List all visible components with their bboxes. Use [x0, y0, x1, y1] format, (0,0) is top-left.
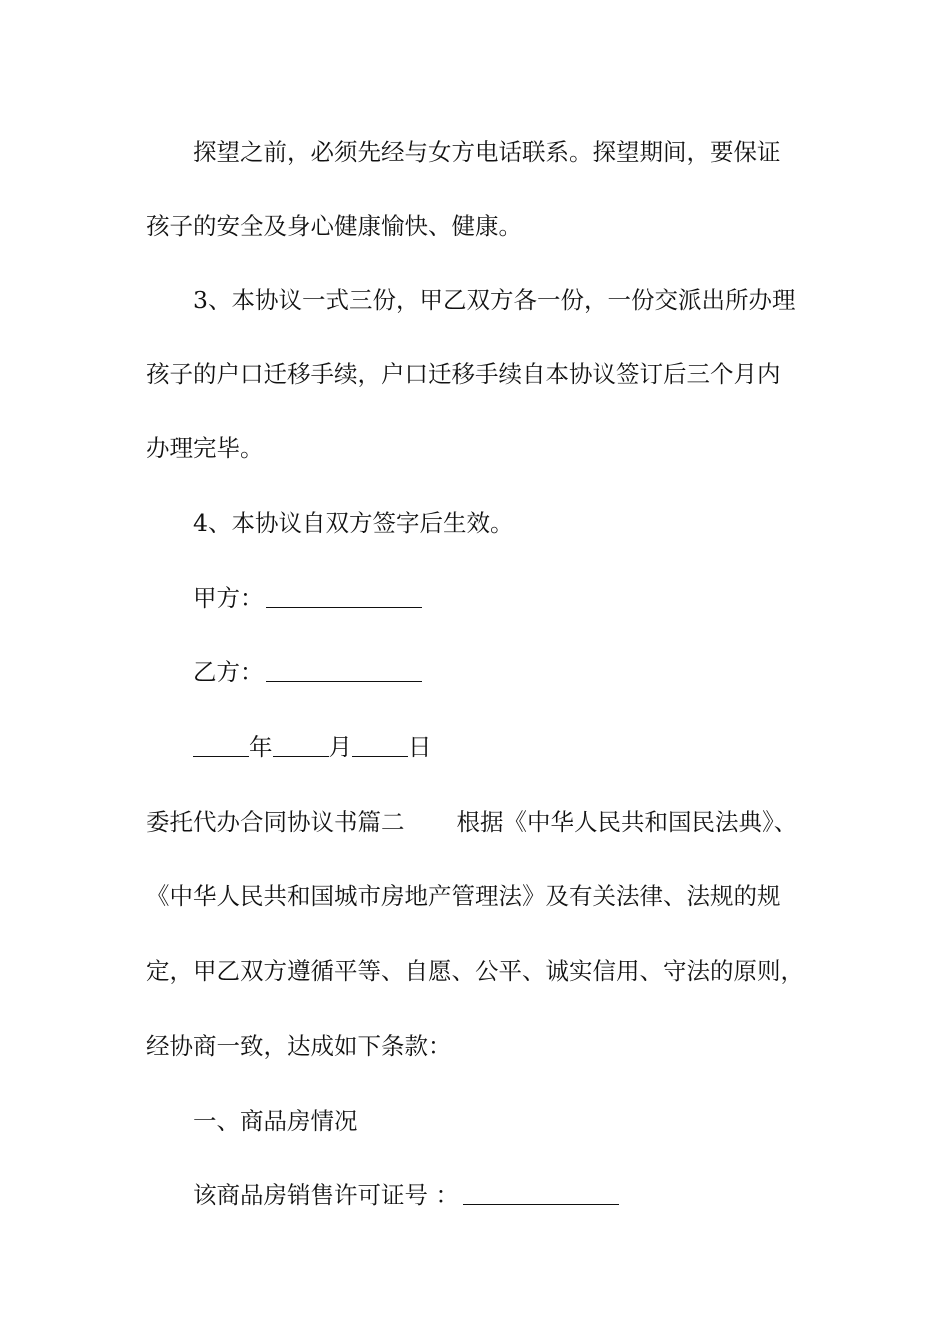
paragraph-line: 经协商一致，达成如下条款： — [146, 1032, 452, 1060]
heading-commercial-housing: 一、商品房情况 — [193, 1107, 358, 1135]
section-title: 委托代办合同协议书篇二 — [146, 808, 405, 836]
year-blank — [193, 755, 249, 757]
paragraph-line: 4、本协议自双方签字后生效。 — [193, 509, 514, 537]
party-b-blank — [266, 680, 422, 682]
paragraph-line: 办理完毕。 — [146, 434, 264, 462]
day-label: 日 — [408, 733, 432, 761]
paragraph-line: 孩子的安全及身心健康愉快、健康。 — [146, 212, 522, 240]
day-blank — [352, 755, 408, 757]
party-b-signature-line — [193, 658, 422, 686]
section-title-line — [146, 808, 798, 836]
license-number-line — [193, 1181, 619, 1209]
month-label: 月 — [328, 733, 352, 761]
party-a-blank — [266, 606, 422, 608]
year-label: 年 — [249, 733, 273, 761]
license-label: 该商品房销售许可证号 ： — [193, 1181, 459, 1209]
paragraph-line: 《中华人民共和国城市房地产管理法》及有关法律、法规的规 — [146, 882, 781, 910]
party-a-signature-line — [193, 584, 422, 612]
paragraph-line: 根据《中华人民共和国民法典》、 — [456, 808, 798, 836]
paragraph-line: 孩子的户口迁移手续，户口迁移手续自本协议签订后三个月内 — [146, 360, 781, 388]
party-b-label: 乙方： — [193, 658, 264, 686]
license-blank — [463, 1203, 619, 1205]
paragraph-line: 3、本协议一式三份，甲乙双方各一份，一份交派出所办理 — [193, 286, 796, 314]
party-a-label: 甲方： — [193, 584, 264, 612]
paragraph-line: 定，甲乙双方遵循平等、自愿、公平、诚实信用、守法的原则， — [146, 957, 804, 985]
month-blank — [273, 755, 329, 757]
paragraph-line: 探望之前，必须先经与女方电话联系。探望期间，要保证 — [193, 138, 781, 166]
date-line — [193, 733, 432, 761]
